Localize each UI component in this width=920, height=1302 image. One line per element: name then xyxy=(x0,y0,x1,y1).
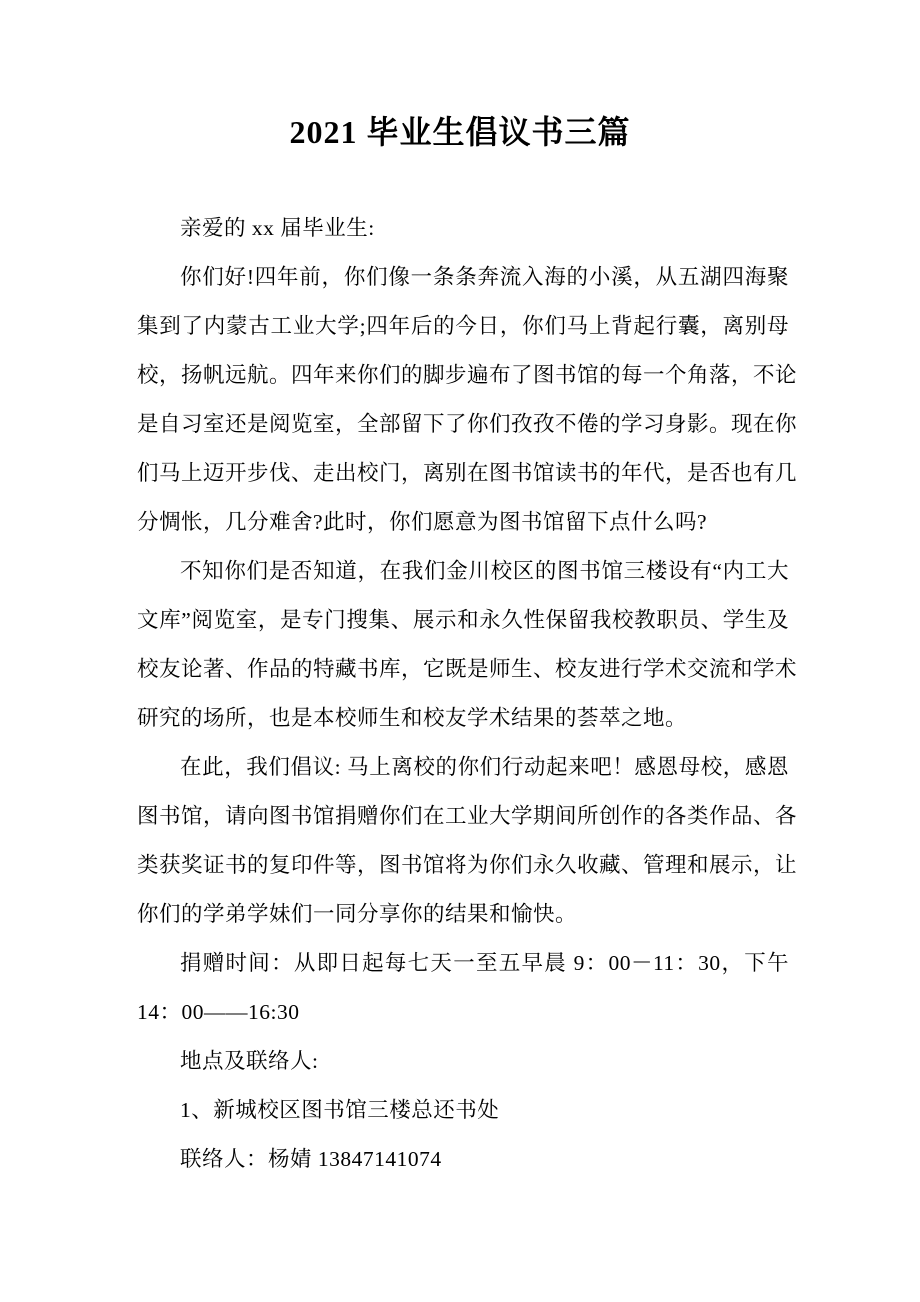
document-body xyxy=(137,204,798,1184)
text-line: 14：00——16:30 xyxy=(137,1000,300,1024)
text-line: 们马上迈开步伐、走出校门，离别在图书馆读书的年代，是否也有几 xyxy=(137,461,798,485)
text-line: 捐赠时间：从即日起每七天一至五早晨 9：00－11：30，下午 xyxy=(180,951,789,975)
text-line: 文库”阅览室，是专门搜集、展示和永久性保留我校教职员、学生及 xyxy=(137,608,789,632)
text-line: 地点及联络人: xyxy=(180,1049,319,1073)
text-line: 联络人：杨婧 13847141074 xyxy=(180,1147,442,1171)
text-line: 你们的学弟学妹们一同分享你的结果和愉快。 xyxy=(137,902,578,926)
text-line: 校，扬帆远航。四年来你们的脚步遍布了图书馆的每一个角落，不论 xyxy=(137,363,798,387)
text-line: 亲爱的 xx 届毕业生: xyxy=(180,216,375,240)
text-line: 类获奖证书的复印件等，图书馆将为你们永久收藏、管理和展示，让 xyxy=(137,853,798,877)
text-line: 在此，我们倡议: 马上离校的你们行动起来吧！感恩母校，感恩 xyxy=(180,755,789,779)
text-line: 你们好!四年前，你们像一条条奔流入海的小溪，从五湖四海聚 xyxy=(180,265,789,289)
text-line: 集到了内蒙古工业大学;四年后的今日，你们马上背起行囊，离别母 xyxy=(137,314,789,338)
text-line: 1、新城校区图书馆三楼总还书处 xyxy=(180,1098,500,1122)
text-line: 研究的场所，也是本校师生和校友学术结果的荟萃之地。 xyxy=(137,706,688,730)
text-line: 不知你们是否知道，在我们金川校区的图书馆三楼设有“内工大 xyxy=(180,559,789,583)
text-line: 图书馆，请向图书馆捐赠你们在工业大学期间所创作的各类作品、各 xyxy=(137,804,798,828)
document-title: 2021 毕业生倡议书三篇 xyxy=(289,114,631,150)
text-line: 分惆怅，几分难舍?此时，你们愿意为图书馆留下点什么吗? xyxy=(137,510,708,534)
text-line: 校友论著、作品的特藏书库，它既是师生、校友进行学术交流和学术 xyxy=(137,657,798,681)
text-line: 是自习室还是阅览室，全部留下了你们孜孜不倦的学习身影。现在你 xyxy=(137,412,798,436)
